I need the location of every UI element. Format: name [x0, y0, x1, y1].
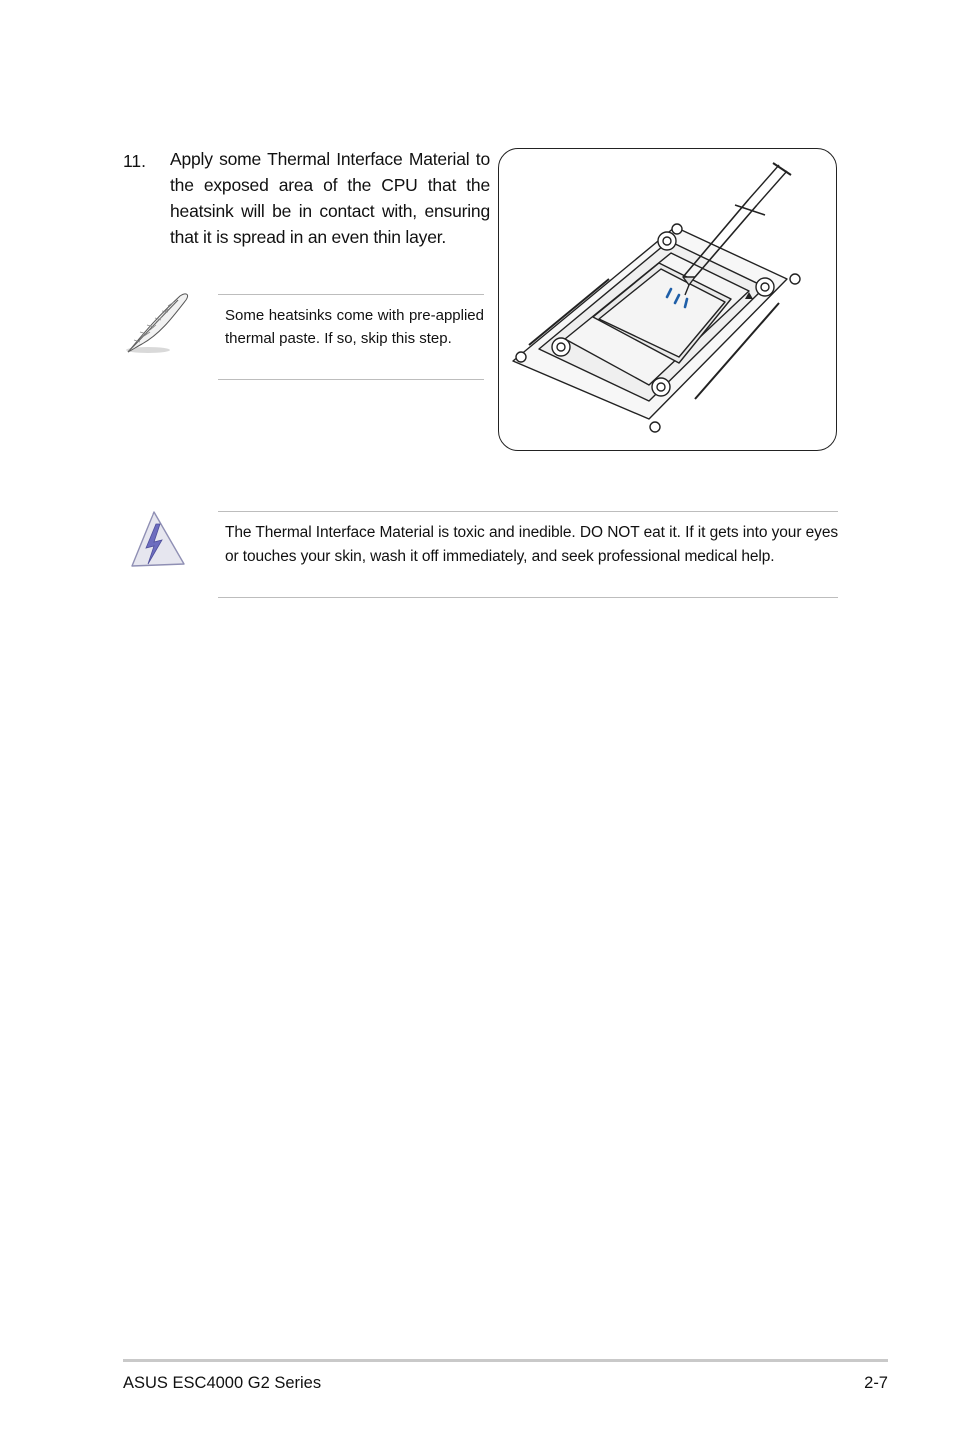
- feather-pen-icon: [120, 290, 195, 358]
- lightning-warning-icon: [124, 508, 190, 572]
- footer-page-number: 2-7: [864, 1374, 888, 1392]
- step-instruction-text: Apply some Thermal Interface Material to the exposed area of the CPU that the heatsink will be in contact with, ensuring that it is spread in an even thin layer.: [170, 149, 490, 247]
- note-text: Some heatsinks come with pre-applied thermal paste. If so, skip this step.: [225, 307, 484, 347]
- footer-product-name: ASUS ESC4000 G2 Series: [123, 1374, 322, 1392]
- warning-box: [218, 511, 838, 598]
- note-box: [218, 294, 484, 380]
- step-number: 11.: [123, 151, 147, 171]
- footer-divider: [123, 1359, 888, 1362]
- cpu-socket-thermal-paste-illustration: [498, 148, 837, 451]
- warning-text: The Thermal Interface Material is toxic and inedible. DO NOT eat it. If it gets into your eyes or touches your skin, wash it off immediately, and seek professional medical help.: [225, 524, 838, 565]
